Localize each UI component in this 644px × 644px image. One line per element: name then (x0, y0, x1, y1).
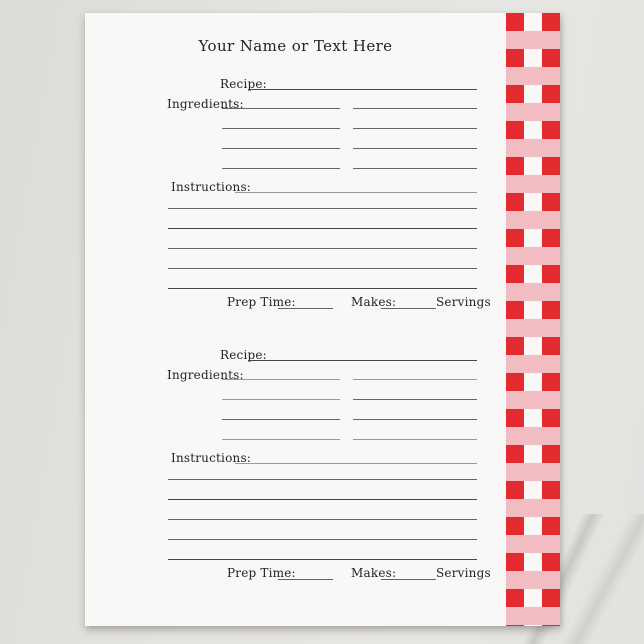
instruction-line (168, 268, 477, 269)
gingham-checked-border (506, 13, 560, 626)
ingredient-line (353, 168, 477, 169)
instruction-line (168, 499, 477, 500)
recipe-letterhead-page (85, 13, 560, 626)
ingredients-label: Ingredients: (167, 97, 244, 111)
recipe-section-1 (167, 77, 491, 313)
instruction-line (235, 192, 477, 193)
ingredient-line (353, 399, 477, 400)
ingredient-line (222, 108, 340, 109)
ingredient-line (222, 399, 340, 400)
ingredient-line (353, 419, 477, 420)
prep-time-line (278, 579, 333, 580)
instructions-label: Instructions: (171, 180, 252, 194)
servings-label: Servings (436, 566, 491, 580)
makes-label: Makes: (351, 295, 397, 309)
makes-line (381, 308, 436, 309)
ingredient-line (222, 439, 340, 440)
prep-time-label: Prep Time: (227, 295, 296, 309)
instruction-line (168, 248, 477, 249)
ingredient-line (222, 148, 340, 149)
ingredient-line (222, 168, 340, 169)
instruction-line (235, 463, 477, 464)
ingredient-line (222, 128, 340, 129)
instruction-line (168, 559, 477, 560)
makes-line (381, 579, 436, 580)
ingredient-line (353, 379, 477, 380)
recipe-label: Recipe: (220, 348, 267, 362)
ingredient-line (353, 108, 477, 109)
prep-time-label: Prep Time: (227, 566, 296, 580)
recipe-name-line (248, 89, 477, 90)
prep-time-line (278, 308, 333, 309)
makes-label: Makes: (351, 566, 397, 580)
recipe-section-2 (167, 348, 491, 584)
instruction-line (168, 288, 477, 289)
recipe-label: Recipe: (220, 77, 267, 91)
ingredient-line (353, 128, 477, 129)
page-title: Your Name or Text Here (198, 37, 393, 55)
ingredients-label: Ingredients: (167, 368, 244, 382)
prep-time-row (167, 566, 491, 582)
instruction-line (168, 208, 477, 209)
instructions-label: Instructions: (171, 451, 252, 465)
ingredient-line (222, 419, 340, 420)
servings-label: Servings (436, 295, 491, 309)
instruction-line (168, 228, 477, 229)
prep-time-row (167, 295, 491, 311)
instruction-line (168, 539, 477, 540)
instruction-line (168, 519, 477, 520)
ingredient-line (353, 148, 477, 149)
ingredient-line (353, 439, 477, 440)
recipe-name-line (248, 360, 477, 361)
ingredient-line (222, 379, 340, 380)
instruction-line (168, 479, 477, 480)
